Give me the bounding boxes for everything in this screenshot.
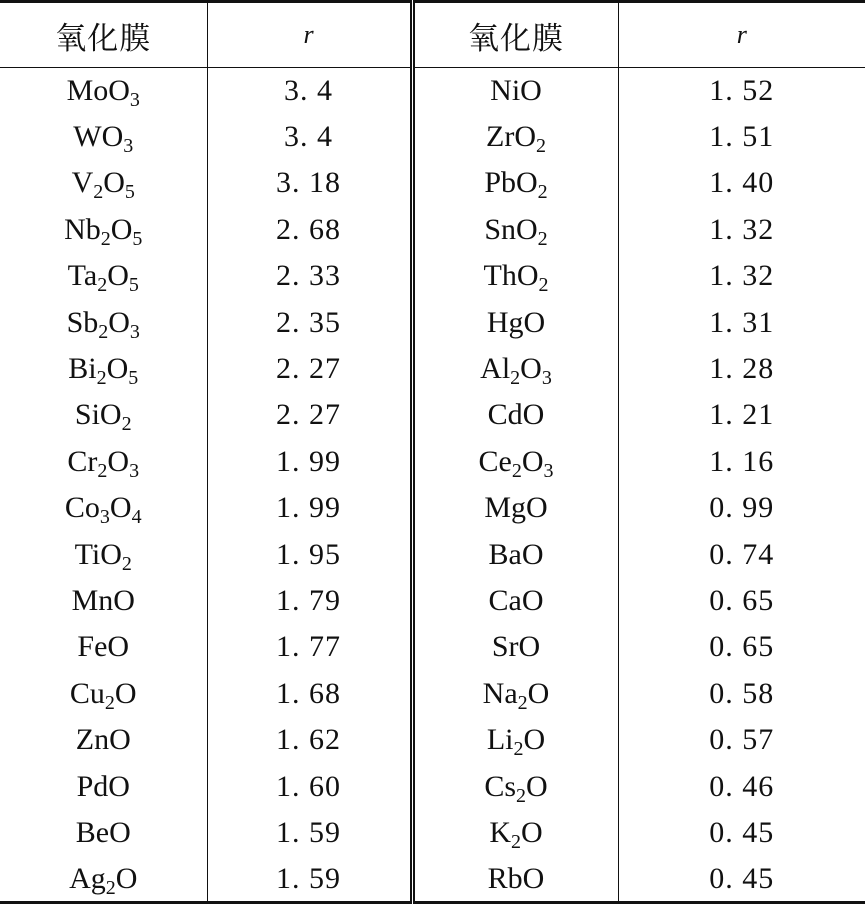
- left-oxide-formula: [0, 160, 207, 206]
- right-r-value: 0. 65: [709, 630, 775, 664]
- right-oxide-formula: [412, 439, 618, 485]
- right-oxide-formula: [412, 485, 618, 531]
- formula-base: FeO: [77, 630, 130, 664]
- formula-base: Cr: [67, 444, 98, 478]
- formula-base: CaO: [488, 583, 544, 617]
- formula-base: ZrO: [486, 120, 536, 154]
- right-r-value: 1. 16: [709, 444, 775, 478]
- formula-sub1: 2: [511, 459, 522, 482]
- formula-mid: O: [521, 815, 543, 849]
- formula-sub2: 2: [121, 413, 132, 436]
- right-r-value: 1. 32: [709, 212, 775, 246]
- table-row: [0, 485, 865, 531]
- left-oxide-formula: [0, 763, 207, 809]
- formula-sub2: 4: [131, 506, 142, 529]
- left-oxide-formula: [0, 531, 207, 577]
- formula-base: MgO: [484, 491, 548, 525]
- right-oxide-formula: [412, 717, 618, 763]
- left-oxide-formula: [0, 207, 207, 253]
- right-oxide-formula: [412, 392, 618, 438]
- right-r-value: 1. 31: [709, 305, 775, 339]
- formula-base: MnO: [71, 583, 135, 617]
- right-oxide-formula: [412, 346, 618, 392]
- table-row: [0, 207, 865, 253]
- left-oxide-formula: [0, 68, 207, 114]
- formula-base: CdO: [487, 398, 545, 432]
- left-oxide-formula: [0, 810, 207, 856]
- left-oxide-formula: [0, 253, 207, 299]
- formula-base: K: [489, 815, 511, 849]
- right-r-value: 0. 74: [709, 537, 775, 571]
- header-right-oxide: 氧化膜: [412, 2, 618, 68]
- formula-sub2: 3: [129, 459, 140, 482]
- formula-sub1: 2: [104, 691, 115, 714]
- formula-sub1: 2: [516, 784, 526, 807]
- formula-mid: O: [107, 444, 130, 478]
- right-r-value: 0. 46: [709, 769, 775, 803]
- formula-base: Li: [486, 723, 514, 757]
- formula-base: HgO: [486, 305, 546, 339]
- formula-sub2: 2: [537, 227, 548, 250]
- formula-base: Ce: [478, 444, 512, 478]
- formula-sub2: 2: [537, 181, 548, 204]
- formula-sub1: 3: [99, 506, 110, 529]
- formula-sub2: 5: [132, 227, 143, 250]
- formula-base: V: [71, 166, 94, 200]
- formula-mid: O: [521, 444, 544, 478]
- formula-sub2: 3: [543, 459, 554, 482]
- table-row: [0, 763, 865, 809]
- formula-mid: O: [106, 352, 129, 386]
- formula-base: Bi: [68, 352, 97, 386]
- formula-base: SnO: [484, 212, 538, 246]
- table-header-row: [0, 2, 865, 68]
- formula-base: RbO: [487, 861, 545, 895]
- formula-mid: O: [103, 166, 125, 200]
- table-row: [0, 299, 865, 345]
- left-r-value: 2. 33: [276, 259, 341, 293]
- formula-base: BaO: [488, 537, 544, 571]
- left-oxide-formula: [0, 114, 207, 160]
- formula-mid: O: [114, 676, 137, 710]
- left-oxide-formula: [0, 717, 207, 763]
- right-oxide-formula: [412, 68, 618, 114]
- formula-sub2: 2: [121, 552, 132, 575]
- formula-base: TiO: [74, 537, 122, 571]
- formula-sub2: 2: [535, 135, 546, 158]
- right-oxide-formula: [412, 299, 618, 345]
- table-row: [0, 439, 865, 485]
- header-left-r: r: [207, 2, 412, 68]
- formula-base: PdO: [76, 769, 130, 803]
- right-r-value: 0. 45: [709, 815, 775, 849]
- left-oxide-formula: [0, 346, 207, 392]
- left-r-value: 2. 27: [276, 352, 341, 386]
- left-r-value: 2. 27: [276, 398, 341, 432]
- table-row: [0, 717, 865, 763]
- formula-sub2: 3: [129, 320, 140, 343]
- left-r-value: 3. 4: [284, 120, 333, 154]
- formula-base: SrO: [491, 630, 541, 664]
- formula-sub1: 2: [511, 830, 521, 853]
- header-right-r: r: [618, 2, 865, 68]
- formula-sub1: 2: [97, 274, 108, 297]
- right-oxide-formula: [412, 207, 618, 253]
- formula-mid: O: [520, 352, 542, 386]
- formula-mid: O: [527, 676, 550, 710]
- table-body: [0, 68, 865, 903]
- right-r-value: 0. 45: [618, 856, 865, 902]
- formula-mid: O: [107, 259, 129, 293]
- table-row: [0, 810, 865, 856]
- left-r-value: 1. 68: [276, 676, 341, 710]
- formula-mid: O: [115, 861, 138, 895]
- formula-mid: O: [109, 491, 132, 525]
- formula-sub1: 2: [105, 876, 116, 899]
- right-r-value: 1. 28: [709, 352, 775, 386]
- table-row: [0, 671, 865, 717]
- table-row: [0, 624, 865, 670]
- right-oxide-formula: [412, 160, 618, 206]
- formula-base: Sb: [66, 305, 99, 339]
- formula-base: Al: [480, 352, 511, 386]
- right-r-value: 1. 40: [709, 166, 775, 200]
- left-r-value: 1. 99: [276, 491, 341, 525]
- left-r-value: 1. 77: [276, 630, 341, 664]
- left-oxide-formula: [0, 485, 207, 531]
- formula-base: PbO: [484, 166, 538, 200]
- formula-mid: O: [108, 305, 130, 339]
- left-r-value: 1. 62: [276, 723, 341, 757]
- right-r-value: 0. 65: [709, 583, 775, 617]
- left-oxide-formula: [0, 299, 207, 345]
- left-r-value: 1. 60: [276, 769, 341, 803]
- left-r-value: 1. 95: [276, 537, 341, 571]
- formula-sub1: 2: [510, 367, 521, 390]
- formula-sub2: 5: [128, 367, 139, 390]
- left-r-value: 1. 99: [276, 444, 341, 478]
- formula-sub1: 2: [93, 181, 104, 204]
- formula-sub2: 5: [124, 181, 135, 204]
- formula-sub1: 2: [96, 367, 107, 390]
- right-r-value: 1. 21: [709, 398, 775, 432]
- left-oxide-formula: [0, 392, 207, 438]
- formula-base: ZnO: [75, 723, 131, 757]
- table-row: [0, 856, 865, 902]
- right-r-value: 1. 52: [709, 73, 775, 107]
- formula-sub1: 2: [100, 227, 111, 250]
- formula-sub1: 2: [513, 738, 524, 761]
- header-left-oxide: 氧化膜: [0, 2, 207, 68]
- formula-base: NiO: [490, 73, 542, 107]
- left-oxide-formula: [0, 624, 207, 670]
- right-oxide-formula: [412, 671, 618, 717]
- right-oxide-formula: [412, 531, 618, 577]
- left-r-value: 2. 35: [276, 305, 341, 339]
- formula-sub1: 2: [98, 320, 109, 343]
- right-oxide-formula: [412, 856, 618, 902]
- right-r-value: 0. 58: [709, 676, 775, 710]
- table-row: [0, 392, 865, 438]
- formula-base: SiO: [74, 398, 122, 432]
- table-row: [0, 68, 865, 114]
- table-row: [0, 578, 865, 624]
- right-oxide-formula: [412, 810, 618, 856]
- left-r-value: 3. 4: [284, 73, 333, 107]
- formula-mid: O: [526, 769, 548, 803]
- table-row: [0, 253, 865, 299]
- table-row: [0, 114, 865, 160]
- table-row: [0, 346, 865, 392]
- left-r-value: 3. 18: [276, 166, 341, 200]
- right-oxide-formula: [412, 624, 618, 670]
- left-r-value: 1. 79: [276, 583, 341, 617]
- formula-base: ThO: [483, 259, 539, 293]
- formula-base: Ag: [69, 861, 106, 895]
- formula-base: Cs: [484, 769, 516, 803]
- formula-base: Cu: [69, 676, 105, 710]
- right-oxide-formula: [412, 578, 618, 624]
- formula-sub2: 3: [123, 135, 134, 158]
- right-r-value: 0. 99: [709, 491, 775, 525]
- formula-base: BeO: [75, 815, 131, 849]
- left-r-value: 1. 59: [276, 815, 341, 849]
- formula-base: Co: [64, 491, 100, 525]
- left-r-value: 2. 68: [276, 212, 341, 246]
- formula-sub2: 2: [538, 274, 549, 297]
- formula-mid: O: [523, 723, 546, 757]
- formula-sub2: 3: [541, 367, 552, 390]
- table-row: [0, 160, 865, 206]
- right-oxide-formula: [412, 763, 618, 809]
- formula-sub2: 3: [129, 88, 140, 111]
- formula-sub2: 5: [128, 274, 139, 297]
- left-oxide-formula: [0, 439, 207, 485]
- left-oxide-formula: [0, 856, 207, 902]
- left-oxide-formula: [0, 578, 207, 624]
- formula-sub1: 2: [97, 459, 108, 482]
- right-r-value: 1. 32: [709, 259, 775, 293]
- formula-mid: O: [110, 212, 133, 246]
- right-r-value: 0. 57: [709, 723, 775, 757]
- formula-base: Ta: [67, 259, 98, 293]
- formula-base: Na: [482, 676, 518, 710]
- formula-base: MoO: [66, 73, 130, 107]
- right-oxide-formula: [412, 114, 618, 160]
- right-r-value: 1. 51: [709, 120, 775, 154]
- left-r-value: 1. 59: [207, 856, 412, 902]
- formula-base: Nb: [64, 212, 101, 246]
- right-oxide-formula: [412, 253, 618, 299]
- left-oxide-formula: [0, 671, 207, 717]
- formula-base: WO: [73, 120, 124, 154]
- table-row: [0, 531, 865, 577]
- formula-sub1: 2: [517, 691, 528, 714]
